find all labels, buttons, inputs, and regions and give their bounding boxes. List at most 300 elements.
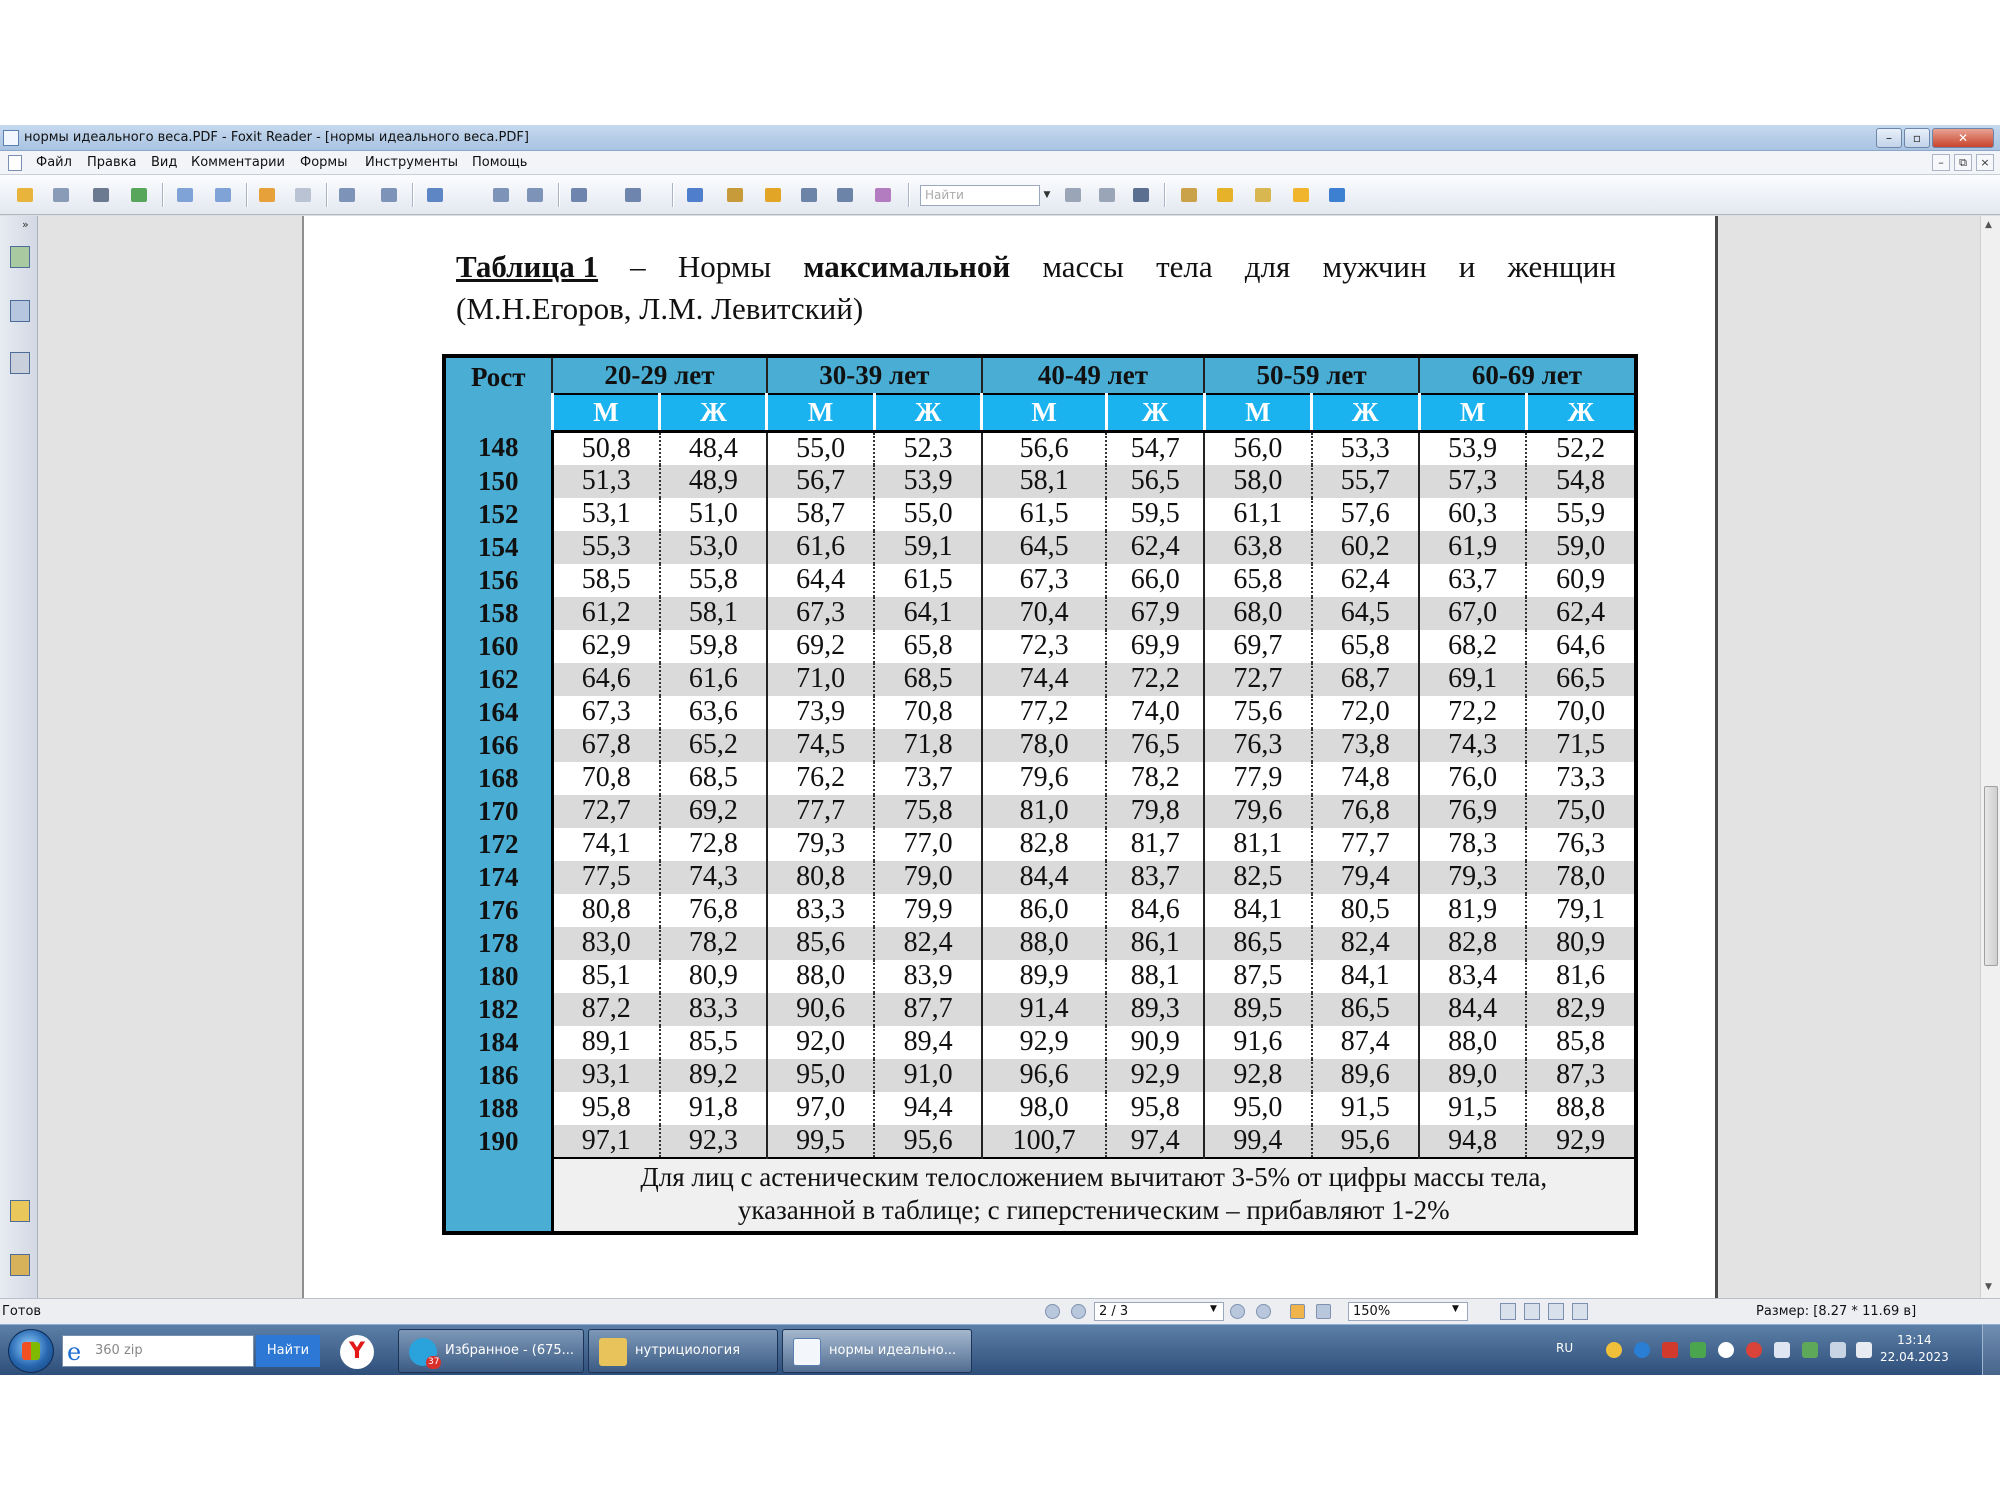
table-row (444, 597, 1636, 630)
weight-cell: 90,6 (767, 993, 874, 1026)
pages-icon[interactable] (6, 296, 32, 324)
weight-cell: 91,6 (1204, 1026, 1311, 1059)
continuous-facing-view-icon[interactable] (1572, 1303, 1588, 1320)
menu-file[interactable]: Файл (36, 155, 72, 170)
tray-sync-icon[interactable] (1634, 1342, 1650, 1358)
age-group-header: 20-29 лет (552, 356, 767, 394)
search-icon[interactable] (1128, 183, 1154, 207)
weight-cell: 73,9 (767, 696, 874, 729)
caption-word: и (1458, 249, 1476, 284)
weight-cell: 82,9 (1526, 993, 1636, 1026)
weight-cell: 89,6 (1312, 1059, 1419, 1092)
weight-cell: 74,1 (552, 828, 660, 861)
weight-cell: 89,3 (1106, 993, 1204, 1026)
weight-cell: 58,5 (552, 564, 660, 597)
find-next-icon[interactable] (1094, 183, 1120, 207)
taskbar-item-label: Избранное - (675... (445, 1343, 575, 1358)
weight-cell: 62,9 (552, 630, 660, 663)
table-row (444, 1059, 1636, 1092)
weight-cell: 87,3 (1526, 1059, 1636, 1092)
weight-cell: 71,0 (767, 663, 874, 696)
save-icon[interactable] (48, 183, 74, 207)
last-page-button[interactable] (1256, 1304, 1271, 1319)
taskbar-item-folder[interactable] (588, 1329, 778, 1373)
weight-cell: 73,7 (874, 762, 981, 795)
system-clock[interactable] (1880, 1332, 1949, 1366)
height-cell: 174 (444, 861, 552, 894)
menu-view[interactable]: Вид (151, 155, 178, 170)
weight-cell: 82,5 (1204, 861, 1311, 894)
caption-authors: (М.Н.Егоров, Л.М. Левитский) (456, 291, 864, 326)
foxit-app-icon[interactable] (3, 130, 19, 146)
weight-cell: 54,8 (1526, 465, 1636, 498)
weight-cell: 78,0 (1526, 861, 1636, 894)
select-arrow-icon[interactable] (760, 183, 786, 207)
table-row (444, 696, 1636, 729)
weight-cell: 94,8 (1419, 1125, 1526, 1158)
title-bar (0, 125, 2000, 151)
scroll-down-arrow[interactable]: ▼ (1985, 1282, 1992, 1292)
weight-cell: 84,4 (1419, 993, 1526, 1026)
caption-word-bold: максимальной (803, 249, 1011, 284)
weight-cell: 53,9 (874, 465, 981, 498)
weight-cell: 89,2 (660, 1059, 767, 1092)
weight-cell: 76,2 (767, 762, 874, 795)
weight-cell: 58,7 (767, 498, 874, 531)
weight-cell: 76,5 (1106, 729, 1204, 762)
weight-cell: 67,0 (1419, 597, 1526, 630)
height-cell: 158 (444, 597, 552, 630)
weight-cell: 84,4 (982, 861, 1107, 894)
typewriter-icon[interactable] (832, 183, 858, 207)
height-cell: 176 (444, 894, 552, 927)
weight-cell: 61,5 (874, 564, 981, 597)
weight-cell: 71,8 (874, 729, 981, 762)
table-row (444, 465, 1636, 498)
hand-tool-icon[interactable] (682, 183, 708, 207)
weight-cell: 55,9 (1526, 498, 1636, 531)
table-caption (456, 246, 1616, 330)
weight-cell: 69,7 (1204, 630, 1311, 663)
rotate-right-icon[interactable] (376, 183, 402, 207)
caption-word: женщин (1507, 249, 1616, 284)
height-cell: 172 (444, 828, 552, 861)
weight-cell: 67,3 (767, 597, 874, 630)
height-cell: 164 (444, 696, 552, 729)
toolbar (0, 175, 2000, 215)
weight-cell: 56,5 (1106, 465, 1204, 498)
weight-cell: 91,5 (1419, 1092, 1526, 1125)
doc-close-button[interactable]: × (1976, 154, 1994, 171)
caption-word: Нормы (677, 249, 772, 284)
email-icon[interactable] (126, 183, 152, 207)
previous-page-button[interactable] (1071, 1304, 1086, 1319)
weight-cell: 74,3 (1419, 729, 1526, 762)
female-column-header: Ж (874, 394, 981, 431)
back-arrow-icon[interactable] (254, 183, 280, 207)
weight-cell: 61,5 (982, 498, 1107, 531)
weight-cell: 76,8 (660, 894, 767, 927)
zoom-out-icon[interactable] (566, 183, 592, 207)
weight-cell: 66,0 (1106, 564, 1204, 597)
weight-cell: 86,5 (1204, 927, 1311, 960)
binoculars-icon[interactable] (796, 183, 822, 207)
weight-cell: 88,8 (1526, 1092, 1636, 1125)
weight-cell: 65,8 (1312, 630, 1419, 663)
single-page-view-icon[interactable] (1500, 1303, 1516, 1320)
weight-cell: 67,3 (982, 564, 1107, 597)
weight-cell: 63,6 (660, 696, 767, 729)
weight-cell: 68,5 (874, 663, 981, 696)
vertical-scrollbar[interactable] (1980, 216, 2000, 1298)
table-row (444, 1026, 1636, 1059)
height-cell: 156 (444, 564, 552, 597)
weight-cell: 95,8 (1106, 1092, 1204, 1125)
weight-cell: 81,9 (1419, 894, 1526, 927)
weight-cell: 83,9 (874, 960, 981, 993)
expand-panel-icon[interactable]: » (22, 218, 29, 231)
page-size-info: Размер: [8.27 * 11.69 в] (1756, 1304, 1917, 1319)
weight-norms-table (442, 354, 1638, 1235)
taskbar-search-field[interactable] (62, 1335, 254, 1367)
tray-app-icon[interactable] (1606, 1342, 1622, 1358)
weight-cell: 68,5 (660, 762, 767, 795)
weight-cell: 85,8 (1526, 1026, 1636, 1059)
height-cell: 178 (444, 927, 552, 960)
caption-word: мужчин (1322, 249, 1427, 284)
menu-help[interactable]: Помощь (472, 155, 528, 170)
rotate-left-icon[interactable] (334, 183, 360, 207)
weight-cell: 53,3 (1312, 431, 1419, 465)
male-column-header: М (767, 394, 874, 431)
weight-cell: 89,5 (1204, 993, 1311, 1026)
weight-cell: 91,4 (982, 993, 1107, 1026)
weight-cell: 77,9 (1204, 762, 1311, 795)
weight-cell: 59,1 (874, 531, 981, 564)
network-icon[interactable] (1830, 1342, 1846, 1358)
fit-page-icon[interactable] (488, 183, 514, 207)
minimize-button[interactable]: – (1876, 128, 1902, 148)
weight-cell: 84,6 (1106, 894, 1204, 927)
weight-cell: 58,1 (660, 597, 767, 630)
height-cell: 148 (444, 431, 552, 465)
menu-tools[interactable]: Инструменты (365, 155, 459, 170)
weight-cell: 99,4 (1204, 1125, 1311, 1158)
weight-cell: 91,5 (1312, 1092, 1419, 1125)
doc-minimize-button[interactable]: – (1932, 154, 1950, 171)
weight-cell: 53,0 (660, 531, 767, 564)
menu-forms[interactable]: Формы (300, 155, 348, 170)
weight-cell: 76,9 (1419, 795, 1526, 828)
table-row (444, 630, 1636, 663)
find-prev-icon[interactable] (1060, 183, 1086, 207)
taskbar-item-foxit[interactable] (782, 1329, 972, 1373)
table-row (444, 729, 1636, 762)
comment-tool-icon[interactable] (1176, 183, 1202, 207)
table-row (444, 795, 1636, 828)
weight-cell: 95,8 (552, 1092, 660, 1125)
zoom-icon[interactable] (422, 183, 448, 207)
weight-cell: 95,0 (767, 1059, 874, 1092)
footnote-line: указанной в таблице; с гиперстеническим – прибавляют 1-2% (737, 1194, 1450, 1225)
weight-cell: 79,3 (1419, 861, 1526, 894)
weight-cell: 95,0 (1204, 1092, 1311, 1125)
table-row (444, 861, 1636, 894)
next-page-button[interactable] (1230, 1304, 1245, 1319)
weight-cell: 52,2 (1526, 431, 1636, 465)
weight-cell: 59,0 (1526, 531, 1636, 564)
select-text-icon[interactable] (722, 183, 748, 207)
browser-e-icon: e (67, 1338, 82, 1366)
weight-cell: 86,0 (982, 894, 1107, 927)
taskbar (0, 1324, 2000, 1375)
continuous-view-icon[interactable] (1524, 1303, 1540, 1320)
first-page-icon[interactable] (172, 183, 198, 207)
print-icon[interactable] (88, 183, 114, 207)
tray-update-icon[interactable] (1802, 1342, 1818, 1358)
female-column-header: Ж (1526, 394, 1636, 431)
weight-cell: 69,2 (767, 630, 874, 663)
height-cell: 186 (444, 1059, 552, 1092)
weight-cell: 75,8 (874, 795, 981, 828)
weight-cell: 97,0 (767, 1092, 874, 1125)
document-icon[interactable] (8, 155, 22, 171)
back-view-button[interactable] (1290, 1304, 1305, 1319)
navigation-panel (0, 216, 38, 1298)
weight-cell: 54,7 (1106, 431, 1204, 465)
weight-cell: 61,1 (1204, 498, 1311, 531)
layers-icon[interactable] (6, 348, 32, 376)
weight-cell: 61,6 (767, 531, 874, 564)
zoom-in-icon[interactable] (620, 183, 646, 207)
weight-cell: 88,1 (1106, 960, 1204, 993)
tray-pdf-icon[interactable] (1662, 1342, 1678, 1358)
weight-cell: 77,0 (874, 828, 981, 861)
search-dropdown-arrow[interactable]: ▼ (1043, 190, 1051, 200)
forward-arrow-icon[interactable] (290, 183, 316, 207)
table-row (444, 927, 1636, 960)
weight-cell: 84,1 (1204, 894, 1311, 927)
weight-cell: 64,6 (1526, 630, 1636, 663)
snapshot-icon[interactable] (870, 183, 896, 207)
close-button[interactable]: ✕ (1932, 128, 1994, 148)
yandex-browser-icon[interactable]: Y (340, 1335, 374, 1369)
weight-cell: 92,0 (767, 1026, 874, 1059)
weight-cell: 51,0 (660, 498, 767, 531)
weight-cell: 83,3 (767, 894, 874, 927)
tray-antivirus-icon[interactable] (1746, 1342, 1762, 1358)
weight-cell: 48,9 (660, 465, 767, 498)
weight-cell: 98,0 (982, 1092, 1107, 1125)
document-area[interactable] (38, 216, 1980, 1298)
language-indicator[interactable]: RU (1556, 1341, 1574, 1355)
taskbar-item-label: нутрициология (635, 1343, 741, 1358)
doc-restore-button[interactable]: ⧉ (1954, 154, 1972, 171)
weight-cell: 51,3 (552, 465, 660, 498)
folder-icon (599, 1338, 627, 1366)
weight-cell: 92,8 (1204, 1059, 1311, 1092)
weight-cell: 82,8 (1419, 927, 1526, 960)
start-button[interactable] (8, 1329, 54, 1373)
action-center-flag-icon[interactable] (1856, 1342, 1872, 1358)
menu-comments[interactable]: Комментарии (191, 155, 285, 170)
weight-cell: 56,6 (982, 431, 1107, 465)
weight-cell: 69,9 (1106, 630, 1204, 663)
weight-cell: 56,7 (767, 465, 874, 498)
female-column-header: Ж (1312, 394, 1419, 431)
menu-bar (0, 151, 2000, 175)
weight-cell: 63,8 (1204, 531, 1311, 564)
weight-cell: 67,3 (552, 696, 660, 729)
show-desktop-button[interactable] (1982, 1325, 2000, 1375)
weight-cell: 89,0 (1419, 1059, 1526, 1092)
weight-cell: 55,0 (874, 498, 981, 531)
arrow-tool-icon[interactable] (1324, 183, 1350, 207)
weight-cell: 75,6 (1204, 696, 1311, 729)
weight-cell: 74,5 (767, 729, 874, 762)
taskbar-search-placeholder: 360 zip (95, 1343, 143, 1358)
weight-cell: 95,6 (874, 1125, 981, 1158)
maximize-button[interactable]: ▫ (1904, 128, 1930, 148)
caption-word: массы (1042, 249, 1124, 284)
weight-cell: 83,4 (1419, 960, 1526, 993)
scroll-up-arrow[interactable]: ▲ (1985, 220, 1992, 230)
weight-cell: 79,6 (1204, 795, 1311, 828)
height-cell: 170 (444, 795, 552, 828)
weight-cell: 92,9 (1526, 1125, 1636, 1158)
window-title: нормы идеального веса.PDF - Foxit Reader - [нормы идеального веса.PDF] (24, 130, 529, 145)
weight-cell: 69,1 (1419, 663, 1526, 696)
table-footnote (552, 1158, 1636, 1233)
text-box-icon[interactable] (1250, 183, 1276, 207)
weight-cell: 73,8 (1312, 729, 1419, 762)
weight-cell: 92,9 (982, 1026, 1107, 1059)
weight-cell: 91,0 (874, 1059, 981, 1092)
weight-cell: 81,1 (1204, 828, 1311, 861)
weight-cell: 86,5 (1312, 993, 1419, 1026)
footnote-line: Для лиц с астеническим телосложением вычитают 3-5% от цифры массы тела, (640, 1161, 1548, 1192)
weight-cell: 59,8 (660, 630, 767, 663)
table-row (444, 960, 1636, 993)
toolbar-search-input[interactable]: Найти (920, 185, 1040, 206)
weight-cell: 77,5 (552, 861, 660, 894)
weight-cell: 50,8 (552, 431, 660, 465)
weight-cell: 88,0 (1419, 1026, 1526, 1059)
weight-cell: 64,5 (982, 531, 1107, 564)
male-column-header: М (1204, 394, 1311, 431)
tray-yandex-icon[interactable] (1718, 1342, 1734, 1358)
weight-cell: 68,7 (1312, 663, 1419, 696)
open-icon[interactable] (12, 183, 38, 207)
weight-cell: 87,2 (552, 993, 660, 1026)
weight-cell: 89,4 (874, 1026, 981, 1059)
weight-cell: 85,1 (552, 960, 660, 993)
weight-cell: 67,9 (1106, 597, 1204, 630)
weight-cell: 70,4 (982, 597, 1107, 630)
weight-cell: 82,4 (1312, 927, 1419, 960)
weight-cell: 100,7 (982, 1125, 1107, 1158)
taskbar-item-telegram[interactable] (398, 1329, 584, 1373)
weight-cell: 79,1 (1526, 894, 1636, 927)
weight-cell: 86,1 (1106, 927, 1204, 960)
age-group-header: 60-69 лет (1419, 356, 1636, 394)
clock-date: 22.04.2023 (1880, 1350, 1949, 1364)
weight-cell: 58,0 (1204, 465, 1311, 498)
note-icon[interactable] (1288, 183, 1314, 207)
weight-cell: 77,7 (1312, 828, 1419, 861)
weight-cell: 79,4 (1312, 861, 1419, 894)
weight-cell: 67,8 (552, 729, 660, 762)
taskbar-search-button[interactable]: Найти (256, 1335, 320, 1367)
highlight-icon[interactable] (1212, 183, 1238, 207)
weight-cell: 97,1 (552, 1125, 660, 1158)
weight-cell: 60,3 (1419, 498, 1526, 531)
weight-cell: 72,7 (1204, 663, 1311, 696)
weight-cell: 70,8 (552, 762, 660, 795)
weight-cell: 55,0 (767, 431, 874, 465)
weight-cell: 78,2 (660, 927, 767, 960)
menu-edit[interactable]: Правка (87, 155, 137, 170)
last-page-icon[interactable] (210, 183, 236, 207)
first-page-button[interactable] (1045, 1304, 1060, 1319)
table-row (444, 663, 1636, 696)
zoom-level-field[interactable]: 150% (1348, 1302, 1468, 1321)
attachments-icon[interactable] (6, 1250, 32, 1278)
table-row (444, 828, 1636, 861)
tray-shield-icon[interactable] (1690, 1342, 1706, 1358)
comments-panel-icon[interactable] (6, 1196, 32, 1224)
weight-cell: 56,0 (1204, 431, 1311, 465)
weight-cell: 80,8 (767, 861, 874, 894)
bookmarks-icon[interactable] (6, 242, 32, 270)
height-cell: 182 (444, 993, 552, 1026)
weight-cell: 64,1 (874, 597, 981, 630)
weight-cell: 72,0 (1312, 696, 1419, 729)
weight-cell: 88,0 (767, 960, 874, 993)
weight-cell: 70,8 (874, 696, 981, 729)
weight-cell: 92,9 (1106, 1059, 1204, 1092)
weight-cell: 68,2 (1419, 630, 1526, 663)
clock-time: 13:14 (1897, 1333, 1932, 1347)
weight-cell: 81,6 (1526, 960, 1636, 993)
weight-cell: 96,6 (982, 1059, 1107, 1092)
weight-cell: 92,3 (660, 1125, 767, 1158)
weight-cell: 81,7 (1106, 828, 1204, 861)
scroll-thumb[interactable] (1984, 786, 1998, 966)
fit-width-icon[interactable] (522, 183, 548, 207)
volume-icon[interactable] (1774, 1342, 1790, 1358)
zoom-dropdown-arrow[interactable]: ▼ (1452, 1304, 1459, 1314)
taskbar-item-label: нормы идеально... (829, 1343, 957, 1358)
height-cell: 180 (444, 960, 552, 993)
weight-cell: 79,8 (1106, 795, 1204, 828)
age-group-header: 40-49 лет (982, 356, 1204, 394)
weight-cell: 74,4 (982, 663, 1107, 696)
weight-cell: 72,2 (1419, 696, 1526, 729)
page-dropdown-arrow[interactable]: ▼ (1210, 1304, 1217, 1314)
facing-view-icon[interactable] (1548, 1303, 1564, 1320)
weight-cell: 62,4 (1106, 531, 1204, 564)
table-row (444, 993, 1636, 1026)
weight-cell: 59,5 (1106, 498, 1204, 531)
weight-cell: 99,5 (767, 1125, 874, 1158)
forward-view-button[interactable] (1316, 1304, 1331, 1319)
page-number-field[interactable]: 2 / 3 (1094, 1302, 1224, 1321)
height-cell: 152 (444, 498, 552, 531)
male-column-header: М (982, 394, 1107, 431)
weight-cell: 75,0 (1526, 795, 1636, 828)
weight-cell: 61,2 (552, 597, 660, 630)
